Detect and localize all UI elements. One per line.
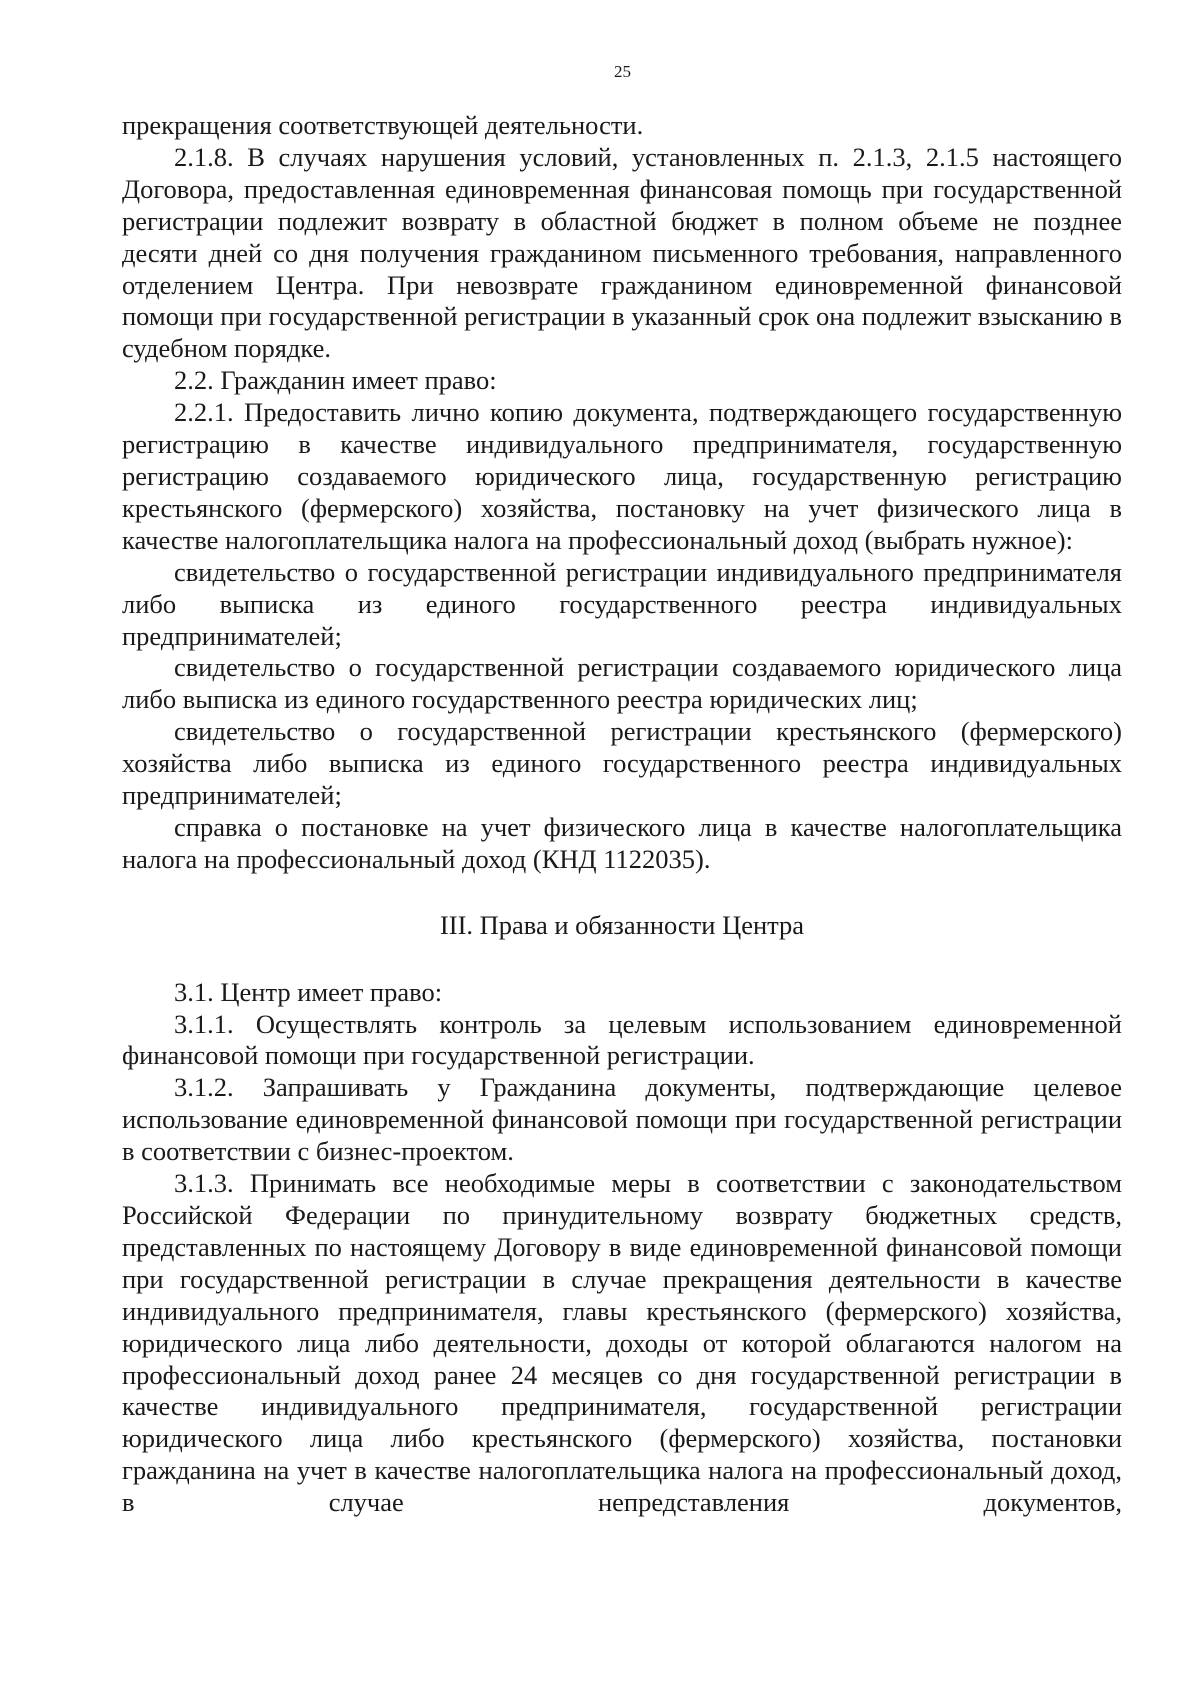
document-body — [122, 110, 1122, 1519]
list-item: свидетельство о государственной регистрации создаваемого юридического лица либо выписка из единого государственного реестра юридических лиц; — [122, 652, 1122, 715]
paragraph-2-2: 2.2. Гражданин имеет право: — [174, 365, 497, 396]
list-item: справка о постановке на учет физического лица в качестве налогоплательщика налога на профессиональный доход (КНД 1122035). — [122, 811, 1122, 874]
section-heading: III. Права и обязанности Центра — [439, 909, 805, 940]
list-item: свидетельство о государственной регистрации крестьянского (фермерского) хозяйства либо выписка из единого государственного реестра индивидуальных предпринимателей; — [122, 716, 1122, 811]
paragraph-3-1-2: 3.1.2. Запрашивать у Гражданина документы, подтверждающие целевое использование единовременной финансовой помощи при государственной регистрации в соответствии с бизнес-проектом. — [122, 1072, 1122, 1167]
list-item: свидетельство о государственной регистрации индивидуального предпринимателя либо выписка из единого государственного реестра индивидуальных предпринимателей; — [122, 556, 1122, 651]
paragraph-3-1-1: 3.1.1. Осуществлять контроль за целевым использованием единовременной финансовой помощи при государственной регистрации. — [122, 1008, 1122, 1071]
paragraph-3-1: 3.1. Центр имеет право: — [174, 976, 443, 1007]
paragraph-2-1-8: 2.1.8. В случаях нарушения условий, установленных п. 2.1.3, 2.1.5 настоящего Договора, предоставленная единовременная финансовая помощь при государственной регистрации подлежит возврату в областной бюджет в полном объеме не позднее десяти дней со дня получения гражданином письменного требования, направленного отделением Центра. При невозврате гражданином единовременной финансовой помощи при государственной регистрации в указанный срок она подлежит взысканию в судебном порядке. — [122, 141, 1122, 364]
paragraph: прекращения соответствующей деятельности. — [122, 110, 644, 140]
page-number: 25 — [614, 62, 631, 81]
paragraph-3-1-3: 3.1.3. Принимать все необходимые меры в соответствии с законодательством Российской Федерации по принудительному возврату бюджетных средств, представленных по настоящему Договору в виде единовременной финансовой помощи при государственной регистрации в случае прекращения деятельности в качестве индивидуального предпринимателя, главы крестьянского (фермерского) хозяйства, юридического лица либо деятельности, доходы от которой облагаются налогом на профессиональный доход ранее 24 месяцев со дня государственной регистрации в качестве индивидуального предпринимателя, государственной регистрации юридического лица либо крестьянского (фермерского) хозяйства, постановки гражданина на учет в качестве налогоплательщика налога на профессиональный доход, в случае непредставления документов, — [122, 1168, 1122, 1518]
paragraph-2-2-1: 2.2.1. Предоставить лично копию документа, подтверждающего государственную регистрацию в качестве индивидуального предпринимателя, государственную регистрацию создаваемого юридического лица, государственную регистрацию крестьянского (фермерского) хозяйства, постановку на учет физического лица в качестве налогоплательщика налога на профессиональный доход (выбрать нужное): — [122, 397, 1122, 555]
